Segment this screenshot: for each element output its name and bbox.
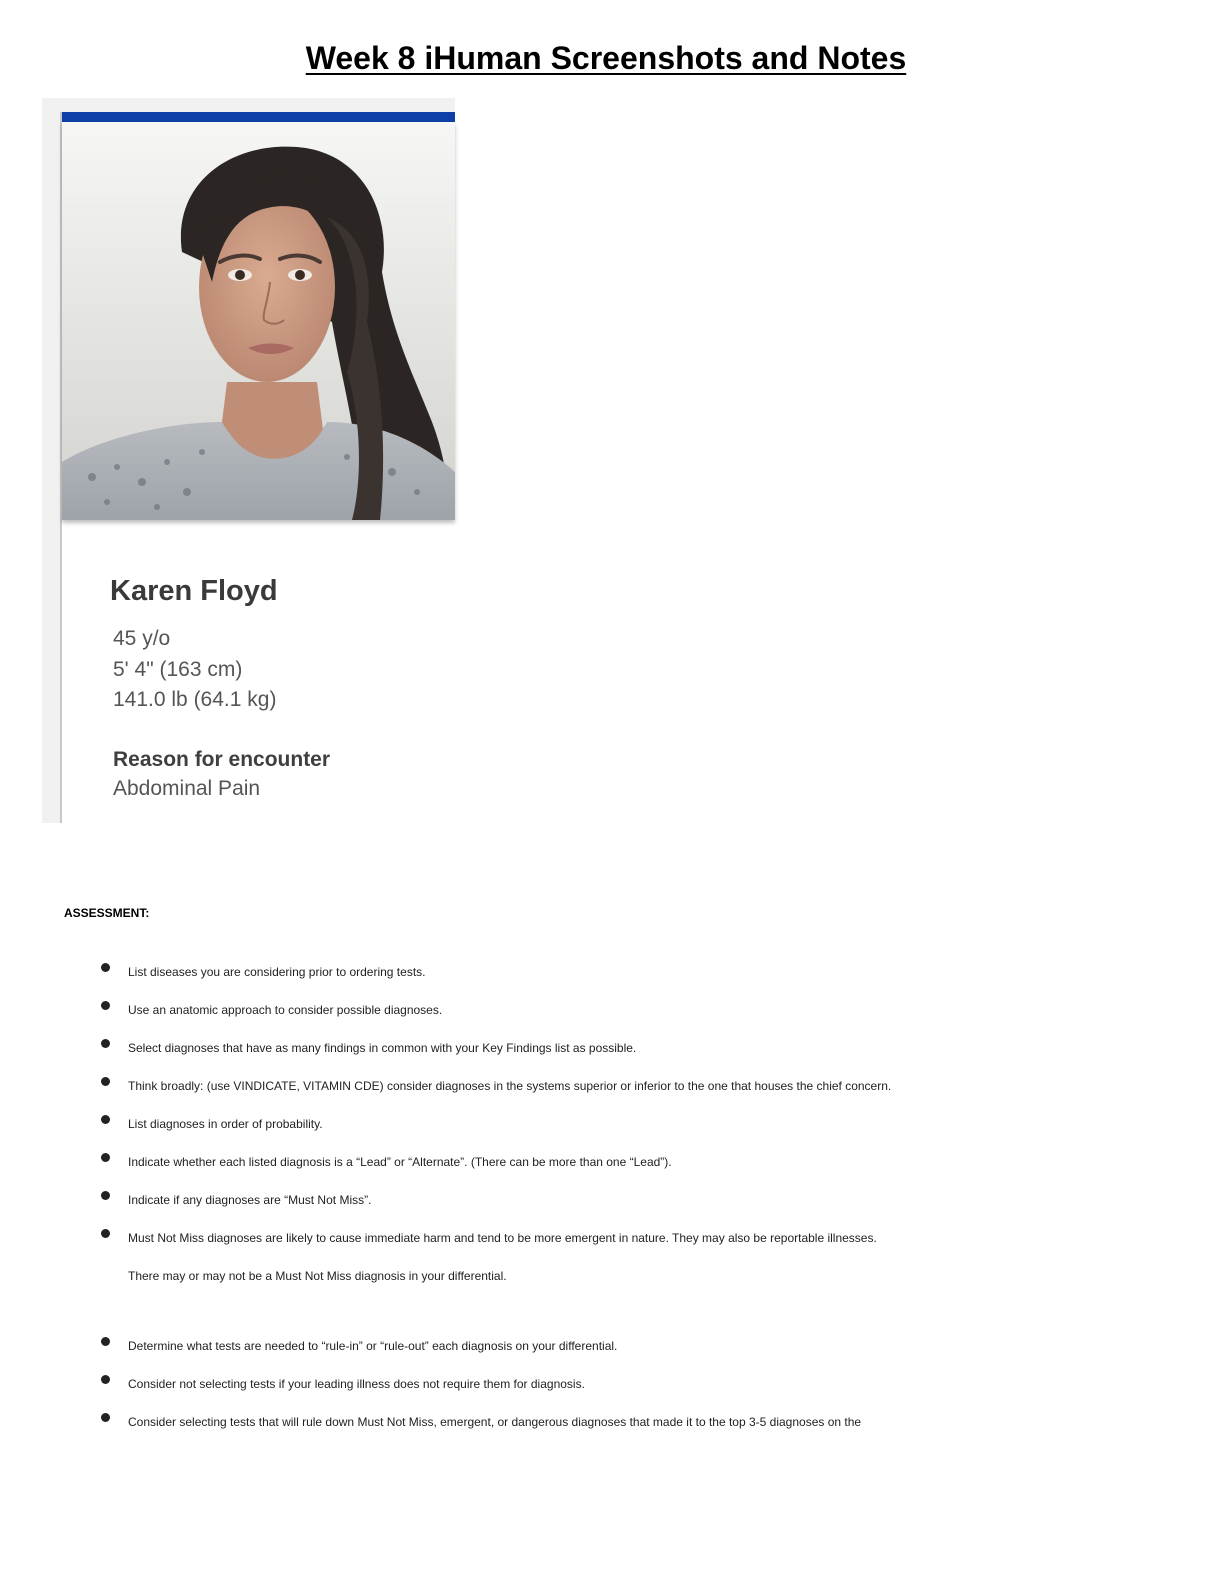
reason-value: Abdominal Pain xyxy=(113,776,261,800)
card-accent-bar xyxy=(62,112,455,122)
bullet-icon xyxy=(101,1191,110,1200)
bullet-icon xyxy=(101,1001,110,1010)
list-item: Determine what tests are needed to “rule-in” or “rule-out” each diagnosis on your differential. xyxy=(128,1339,618,1353)
patient-avatar xyxy=(62,122,455,520)
list-item: Consider not selecting tests if your leading illness does not require them for diagnosis. xyxy=(128,1377,585,1391)
list-item: Consider selecting tests that will rule down Must Not Miss, emergent, or dangerous diagnoses that made it to the top 3-5 diagnoses on the xyxy=(128,1415,862,1429)
bullet-icon xyxy=(101,963,110,972)
patient-height: 5' 4" (163 cm) xyxy=(113,657,243,681)
assessment-heading: ASSESSMENT: xyxy=(64,906,150,920)
list-item: Indicate whether each listed diagnosis is a “Lead” or “Alternate”. (There can be more than one “Lead”). xyxy=(128,1155,672,1169)
reason-label: Reason for encounter xyxy=(113,747,331,771)
patient-name: Karen Floyd xyxy=(110,575,278,607)
patient-card xyxy=(60,112,455,823)
bullet-icon xyxy=(101,1077,110,1086)
bullet-icon xyxy=(101,1337,110,1346)
bullet-icon xyxy=(101,1375,110,1384)
patient-age: 45 y/o xyxy=(113,627,171,650)
list-item: Must Not Miss diagnoses are likely to cause immediate harm and tend to be more emergent in nature. They may also be reportable illnesses. xyxy=(128,1231,877,1245)
patient-weight: 141.0 lb (64.1 kg) xyxy=(113,688,277,711)
list-item: Select diagnoses that have as many findings in common with your Key Findings list as possible. xyxy=(128,1041,637,1055)
bullet-icon xyxy=(101,1115,110,1124)
bullet-icon xyxy=(101,1413,110,1422)
document-title: Week 8 iHuman Screenshots and Notes xyxy=(305,40,907,76)
list-item: Use an anatomic approach to consider possible diagnoses. xyxy=(128,1003,443,1017)
bullet-icon xyxy=(101,1153,110,1162)
list-item: Think broadly: (use VINDICATE, VITAMIN CDE) consider diagnoses in the systems superior or inferior to the one that houses the chief concern. xyxy=(128,1079,892,1093)
list-item: List diagnoses in order of probability. xyxy=(128,1117,323,1131)
patient-info xyxy=(110,574,330,804)
list-item-continuation: There may or may not be a Must Not Miss diagnosis in your differential. xyxy=(128,1269,507,1283)
bullet-icon xyxy=(101,1039,110,1048)
list-item: List diseases you are considering prior to ordering tests. xyxy=(128,965,426,979)
bullet-icon xyxy=(101,1229,110,1238)
list-item: Indicate if any diagnoses are “Must Not Miss”. xyxy=(128,1193,372,1207)
